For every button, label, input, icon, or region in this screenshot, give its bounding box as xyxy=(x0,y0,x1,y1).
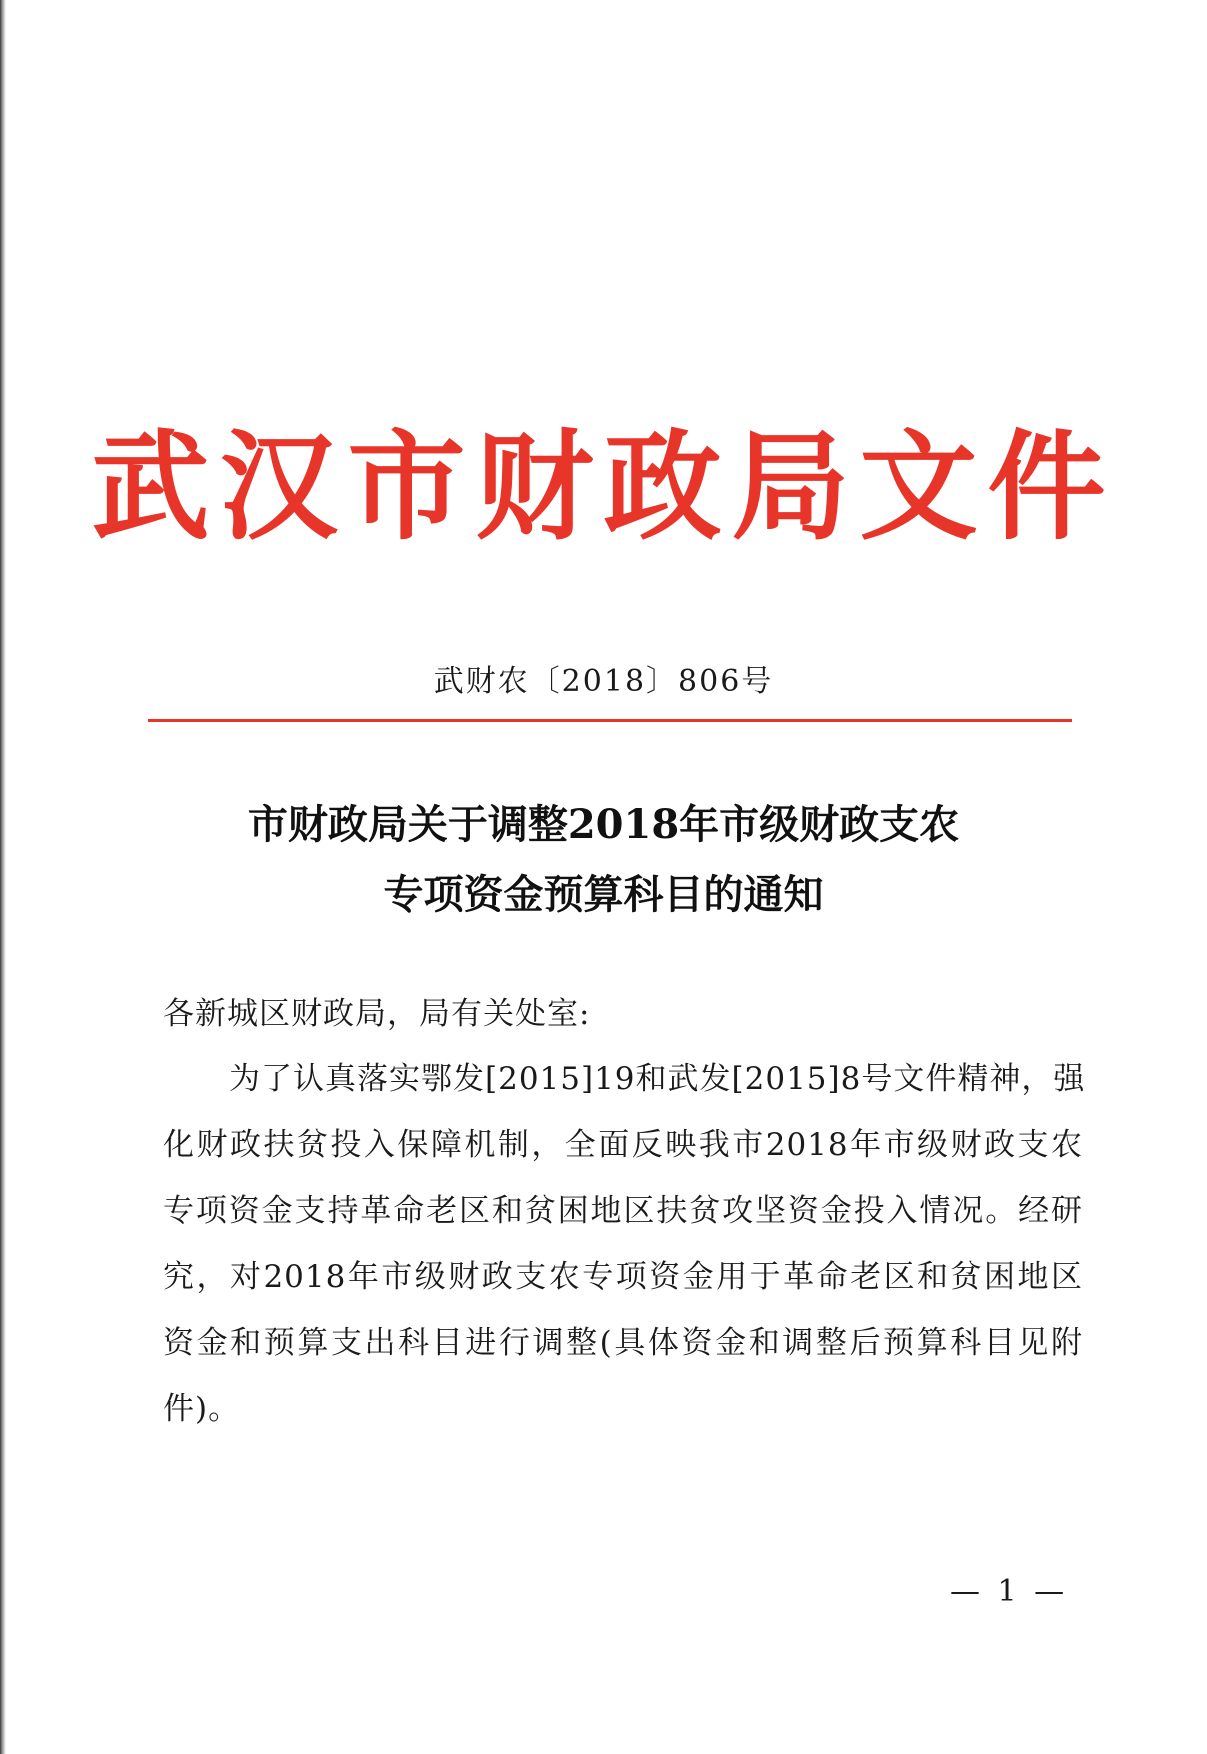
document-title xyxy=(0,790,1207,930)
page-number: — 1 — xyxy=(950,1574,1069,1609)
title-line-2: 专项资金预算科目的通知 xyxy=(383,871,824,918)
document-number: 武财农〔2018〕806号 xyxy=(433,664,774,699)
body-line: 资金和预算支出科目进行调整(具体资金和调整后预算科目见附 xyxy=(163,1325,1083,1361)
body-line: 化财政扶贫投入保障机制，全面反映我市2018年市级财政支农 xyxy=(163,1127,1083,1163)
body-line: 为了认真落实鄂发[2015]19和武发[2015]8号文件精神，强 xyxy=(229,1061,1086,1097)
body-line: 究，对2018年市级财政支农专项资金用于革命老区和贫困地区 xyxy=(163,1259,1083,1295)
document-masthead: 武汉市财政局文件 xyxy=(91,418,1116,556)
red-divider-line xyxy=(148,719,1072,722)
salutation: 各新城区财政局，局有关处室: xyxy=(163,996,591,1032)
body-line: 专项资金支持革命老区和贫困地区扶贫攻坚资金投入情况。经研 xyxy=(163,1193,1083,1229)
body-line: 件)。 xyxy=(163,1391,241,1427)
title-line-1: 市财政局关于调整2018年市级财政支农 xyxy=(247,801,960,848)
